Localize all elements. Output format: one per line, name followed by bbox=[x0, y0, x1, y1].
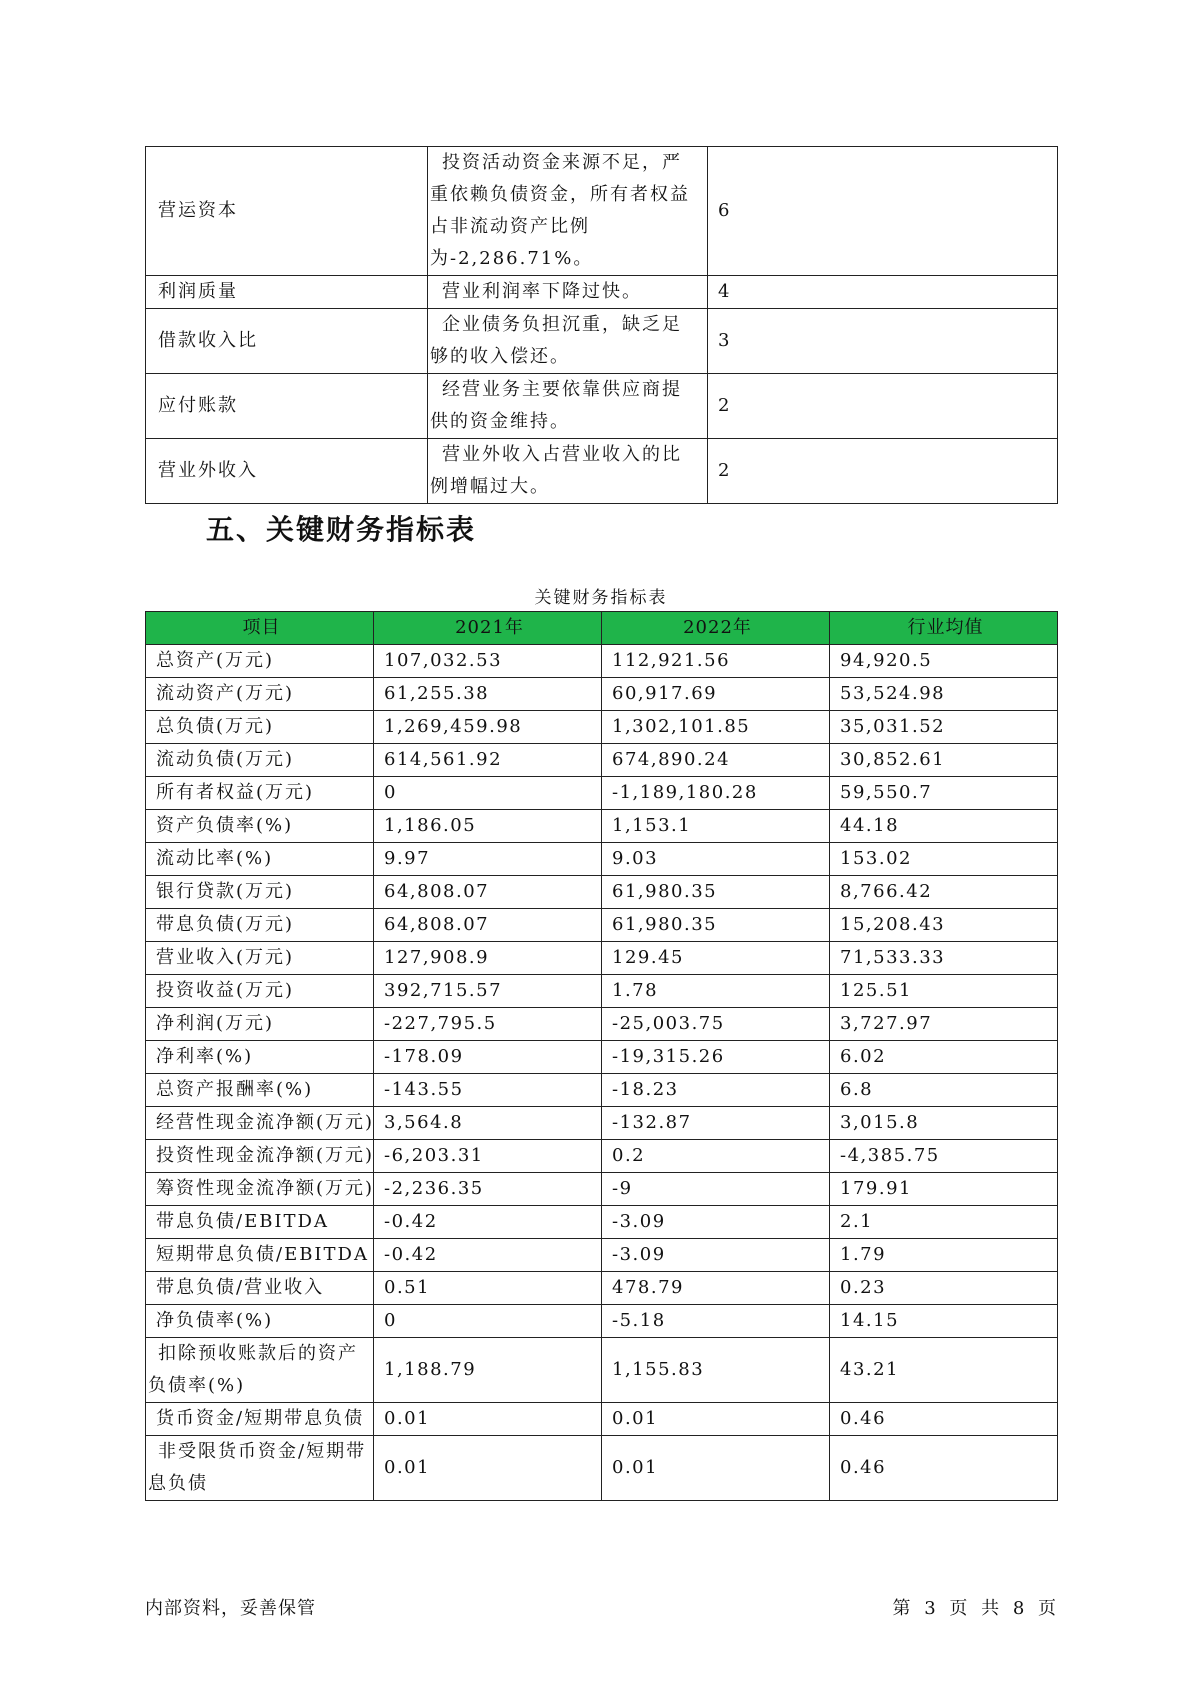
value-2022-cell: 0.2 bbox=[602, 1140, 830, 1173]
table-row bbox=[146, 645, 1058, 678]
metric-name-cell: 净利率(%) bbox=[146, 1041, 374, 1074]
metric-name-cell: 带息负债/EBITDA bbox=[146, 1206, 374, 1239]
industry-average-cell: 125.51 bbox=[830, 975, 1058, 1008]
value-2021-cell: 107,032.53 bbox=[374, 645, 602, 678]
value-2022-cell: -3.09 bbox=[602, 1239, 830, 1272]
section-title: 五、关键财务指标表 bbox=[206, 513, 477, 546]
table-row bbox=[146, 711, 1058, 744]
footer-page-number: 第 3 页 共 8 页 bbox=[892, 1598, 1057, 1619]
value-2021-cell: -6,203.31 bbox=[374, 1140, 602, 1173]
table-row bbox=[146, 1173, 1058, 1206]
column-header-industry-avg: 行业均值 bbox=[830, 612, 1058, 645]
metric-name-cell: 经营性现金流净额(万元) bbox=[146, 1107, 374, 1140]
metric-name-cell: 带息负债/营业收入 bbox=[146, 1272, 374, 1305]
industry-average-cell: 8,766.42 bbox=[830, 876, 1058, 909]
value-2021-cell: 61,255.38 bbox=[374, 678, 602, 711]
industry-average-cell: 6.8 bbox=[830, 1074, 1058, 1107]
value-2021-cell: 0 bbox=[374, 1305, 602, 1338]
risk-item-cell: 借款收入比 bbox=[146, 309, 428, 374]
industry-average-cell: 1.79 bbox=[830, 1239, 1058, 1272]
metric-name-cell: 净负债率(%) bbox=[146, 1305, 374, 1338]
value-2022-cell: 674,890.24 bbox=[602, 744, 830, 777]
industry-average-cell: 3,727.97 bbox=[830, 1008, 1058, 1041]
value-2021-cell: -2,236.35 bbox=[374, 1173, 602, 1206]
metric-name-cell: 扣除预收账款后的资产负债率(%) bbox=[146, 1338, 374, 1403]
value-2021-cell: 1,269,459.98 bbox=[374, 711, 602, 744]
metric-name-cell: 资产负债率(%) bbox=[146, 810, 374, 843]
value-2021-cell: 0.01 bbox=[374, 1436, 602, 1501]
metric-name-cell: 筹资性现金流净额(万元) bbox=[146, 1173, 374, 1206]
industry-average-cell: 94,920.5 bbox=[830, 645, 1058, 678]
industry-average-cell: 14.15 bbox=[830, 1305, 1058, 1338]
table-row bbox=[146, 1074, 1058, 1107]
table-row bbox=[146, 1206, 1058, 1239]
value-2021-cell: 0.51 bbox=[374, 1272, 602, 1305]
column-header-2021: 2021年 bbox=[374, 612, 602, 645]
table-row bbox=[146, 439, 1058, 504]
metric-name-cell: 总资产(万元) bbox=[146, 645, 374, 678]
value-2022-cell: 129.45 bbox=[602, 942, 830, 975]
table-row bbox=[146, 975, 1058, 1008]
table-row bbox=[146, 309, 1058, 374]
industry-average-cell: -4,385.75 bbox=[830, 1140, 1058, 1173]
metrics-table-body bbox=[146, 645, 1058, 1501]
metric-name-cell: 总负债(万元) bbox=[146, 711, 374, 744]
risk-score-cell: 6 bbox=[708, 147, 1058, 276]
value-2021-cell: -178.09 bbox=[374, 1041, 602, 1074]
risk-description-cell: 投资活动资金来源不足，严重依赖负债资金，所有者权益占非流动资产比例为-2,286.71%。 bbox=[428, 147, 708, 276]
value-2022-cell: 60,917.69 bbox=[602, 678, 830, 711]
value-2022-cell: -9 bbox=[602, 1173, 830, 1206]
value-2022-cell: -5.18 bbox=[602, 1305, 830, 1338]
table-row bbox=[146, 810, 1058, 843]
table-row bbox=[146, 1140, 1058, 1173]
industry-average-cell: 43.21 bbox=[830, 1338, 1058, 1403]
table-row bbox=[146, 1041, 1058, 1074]
metric-name-cell: 流动负债(万元) bbox=[146, 744, 374, 777]
table-row bbox=[146, 1239, 1058, 1272]
industry-average-cell: 53,524.98 bbox=[830, 678, 1058, 711]
table-row bbox=[146, 678, 1058, 711]
value-2022-cell: 1.78 bbox=[602, 975, 830, 1008]
table-row bbox=[146, 843, 1058, 876]
value-2021-cell: -227,795.5 bbox=[374, 1008, 602, 1041]
metric-name-cell: 银行贷款(万元) bbox=[146, 876, 374, 909]
table-row bbox=[146, 942, 1058, 975]
risk-description-cell: 营业外收入占营业收入的比例增幅过大。 bbox=[428, 439, 708, 504]
table-row bbox=[146, 1338, 1058, 1403]
metric-name-cell: 营业收入(万元) bbox=[146, 942, 374, 975]
table-row bbox=[146, 1107, 1058, 1140]
table-row bbox=[146, 1305, 1058, 1338]
risk-factors-table bbox=[145, 146, 1058, 504]
value-2022-cell: 112,921.56 bbox=[602, 645, 830, 678]
value-2022-cell: 1,153.1 bbox=[602, 810, 830, 843]
metric-name-cell: 所有者权益(万元) bbox=[146, 777, 374, 810]
table-row bbox=[146, 276, 1058, 309]
metric-name-cell: 短期带息负债/EBITDA bbox=[146, 1239, 374, 1272]
risk-score-cell: 2 bbox=[708, 374, 1058, 439]
value-2022-cell: 0.01 bbox=[602, 1403, 830, 1436]
value-2022-cell: -19,315.26 bbox=[602, 1041, 830, 1074]
key-financial-metrics-table bbox=[145, 611, 1058, 1501]
risk-description-cell: 企业债务负担沉重，缺乏足够的收入偿还。 bbox=[428, 309, 708, 374]
table-header-row bbox=[146, 612, 1058, 645]
risk-score-cell: 2 bbox=[708, 439, 1058, 504]
industry-average-cell: 2.1 bbox=[830, 1206, 1058, 1239]
value-2022-cell: -25,003.75 bbox=[602, 1008, 830, 1041]
value-2022-cell: 1,302,101.85 bbox=[602, 711, 830, 744]
value-2022-cell: 9.03 bbox=[602, 843, 830, 876]
value-2021-cell: 1,188.79 bbox=[374, 1338, 602, 1403]
table-row bbox=[146, 876, 1058, 909]
risk-score-cell: 3 bbox=[708, 309, 1058, 374]
value-2021-cell: 3,564.8 bbox=[374, 1107, 602, 1140]
industry-average-cell: 179.91 bbox=[830, 1173, 1058, 1206]
value-2022-cell: -1,189,180.28 bbox=[602, 777, 830, 810]
industry-average-cell: 0.23 bbox=[830, 1272, 1058, 1305]
risk-item-cell: 利润质量 bbox=[146, 276, 428, 309]
industry-average-cell: 71,533.33 bbox=[830, 942, 1058, 975]
value-2022-cell: -132.87 bbox=[602, 1107, 830, 1140]
value-2022-cell: -18.23 bbox=[602, 1074, 830, 1107]
industry-average-cell: 44.18 bbox=[830, 810, 1058, 843]
industry-average-cell: 0.46 bbox=[830, 1403, 1058, 1436]
table-row bbox=[146, 374, 1058, 439]
industry-average-cell: 153.02 bbox=[830, 843, 1058, 876]
table-row bbox=[146, 744, 1058, 777]
value-2022-cell: 1,155.83 bbox=[602, 1338, 830, 1403]
risk-description-cell: 营业利润率下降过快。 bbox=[428, 276, 708, 309]
industry-average-cell: 15,208.43 bbox=[830, 909, 1058, 942]
risk-item-cell: 营运资本 bbox=[146, 147, 428, 276]
table-row bbox=[146, 1272, 1058, 1305]
metric-name-cell: 流动比率(%) bbox=[146, 843, 374, 876]
value-2022-cell: 61,980.35 bbox=[602, 876, 830, 909]
table-row bbox=[146, 1403, 1058, 1436]
table-row bbox=[146, 1436, 1058, 1501]
value-2021-cell: 392,715.57 bbox=[374, 975, 602, 1008]
value-2022-cell: 478.79 bbox=[602, 1272, 830, 1305]
risk-score-cell: 4 bbox=[708, 276, 1058, 309]
table-row bbox=[146, 1008, 1058, 1041]
metric-name-cell: 货币资金/短期带息负债 bbox=[146, 1403, 374, 1436]
metric-name-cell: 净利润(万元) bbox=[146, 1008, 374, 1041]
metric-name-cell: 非受限货币资金/短期带息负债 bbox=[146, 1436, 374, 1501]
metric-name-cell: 总资产报酬率(%) bbox=[146, 1074, 374, 1107]
metric-name-cell: 流动资产(万元) bbox=[146, 678, 374, 711]
industry-average-cell: 6.02 bbox=[830, 1041, 1058, 1074]
risk-item-cell: 营业外收入 bbox=[146, 439, 428, 504]
table-row bbox=[146, 147, 1058, 276]
risk-item-cell: 应付账款 bbox=[146, 374, 428, 439]
value-2022-cell: 0.01 bbox=[602, 1436, 830, 1501]
risk-description-cell: 经营业务主要依靠供应商提供的资金维持。 bbox=[428, 374, 708, 439]
industry-average-cell: 0.46 bbox=[830, 1436, 1058, 1501]
value-2021-cell: 64,808.07 bbox=[374, 909, 602, 942]
column-header-item: 项目 bbox=[146, 612, 374, 645]
industry-average-cell: 59,550.7 bbox=[830, 777, 1058, 810]
industry-average-cell: 3,015.8 bbox=[830, 1107, 1058, 1140]
table-caption: 关键财务指标表 bbox=[534, 588, 668, 608]
value-2021-cell: -0.42 bbox=[374, 1239, 602, 1272]
value-2022-cell: 61,980.35 bbox=[602, 909, 830, 942]
value-2021-cell: 1,186.05 bbox=[374, 810, 602, 843]
value-2021-cell: -143.55 bbox=[374, 1074, 602, 1107]
value-2021-cell: 127,908.9 bbox=[374, 942, 602, 975]
table-row bbox=[146, 909, 1058, 942]
metric-name-cell: 投资性现金流净额(万元) bbox=[146, 1140, 374, 1173]
metric-name-cell: 投资收益(万元) bbox=[146, 975, 374, 1008]
value-2021-cell: 0.01 bbox=[374, 1403, 602, 1436]
value-2022-cell: -3.09 bbox=[602, 1206, 830, 1239]
table-row bbox=[146, 777, 1058, 810]
value-2021-cell: 9.97 bbox=[374, 843, 602, 876]
footer-confidential-note: 内部资料，妥善保管 bbox=[145, 1598, 316, 1619]
value-2021-cell: -0.42 bbox=[374, 1206, 602, 1239]
value-2021-cell: 0 bbox=[374, 777, 602, 810]
industry-average-cell: 30,852.61 bbox=[830, 744, 1058, 777]
column-header-2022: 2022年 bbox=[602, 612, 830, 645]
value-2021-cell: 614,561.92 bbox=[374, 744, 602, 777]
value-2021-cell: 64,808.07 bbox=[374, 876, 602, 909]
metric-name-cell: 带息负债(万元) bbox=[146, 909, 374, 942]
industry-average-cell: 35,031.52 bbox=[830, 711, 1058, 744]
